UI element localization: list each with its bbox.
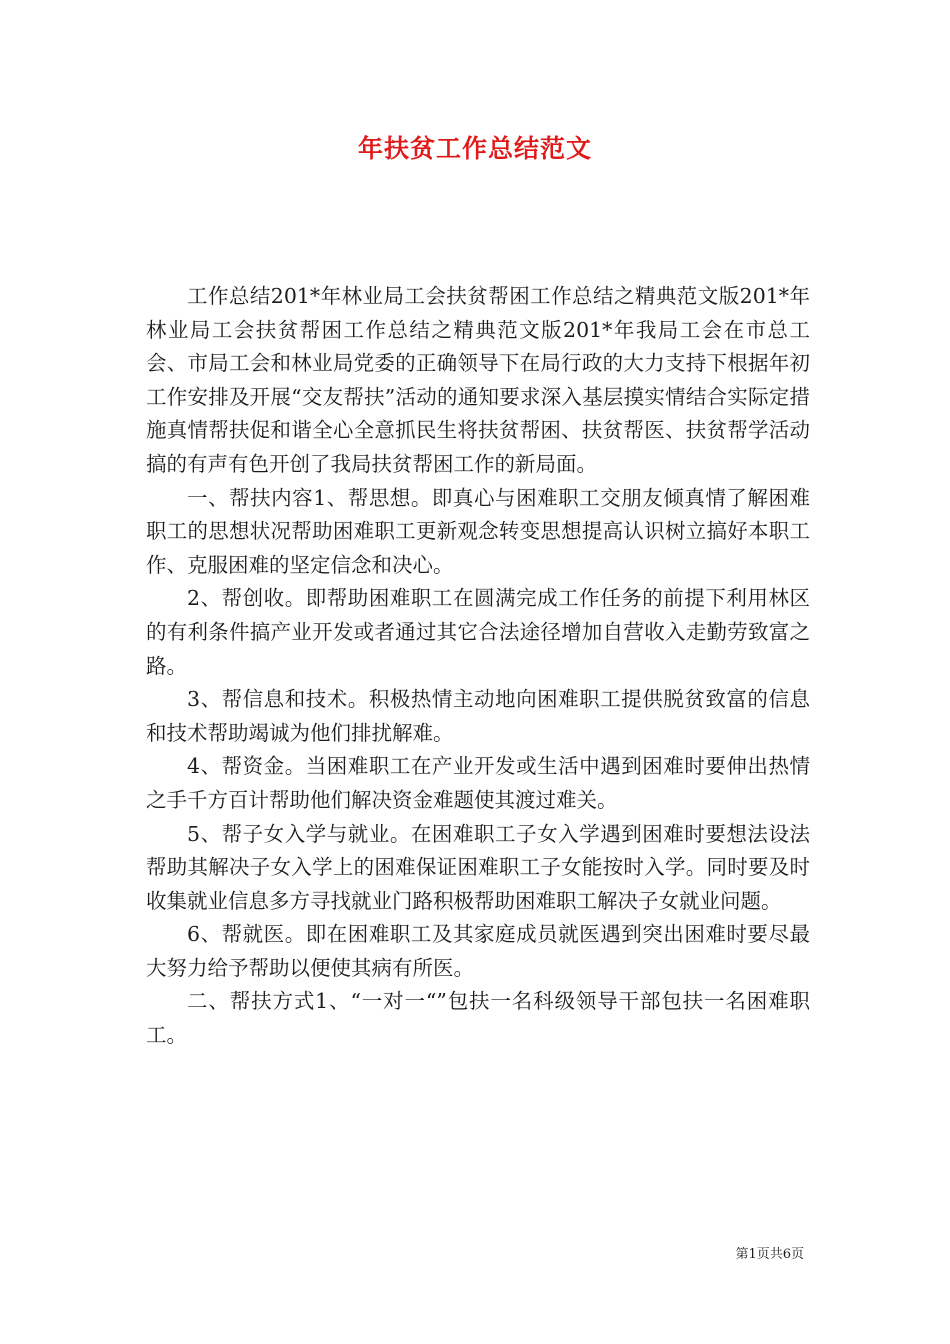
paragraph: 二、帮扶方式1、“一对一“”包扶一名科级领导干部包扶一名困难职工。 (146, 989, 810, 1048)
paragraph: 5、帮子女入学与就业。在困难职工子女入学遇到困难时要想法设法帮助其解决子女入学上的困难保证困难职工子女能按时入学。同时要及时收集就业信息多方寻找就业门路积极帮助困难职工解决子女就业问题。 (146, 821, 810, 913)
paragraph: 6、帮就医。即在困难职工及其家庭成员就医遇到突出困难时要尽最大努力给予帮助以便使其病有所医。 (146, 922, 810, 980)
paragraph: 工作总结201*年林业局工会扶贫帮困工作总结之精典范文版201*年林业局工会扶贫帮困工作总结之精典范文版201*年我局工会在市总工会、市局工会和林业局党委的正确领导下在局行政的大力支持下根据年初工作安排及开展“交友帮扶”活动的通知要求深入基层摸实情结合实际定措施真情帮扶促和谐全心全意抓民生将扶贫帮困、扶贫帮医、扶贫帮学活动搞的有声有色开创了我局扶贫帮困工作的新局面。 (146, 284, 810, 476)
document-body (146, 280, 810, 1053)
paragraph: 3、帮信息和技术。积极热情主动地向困难职工提供脱贫致富的信息和技术帮助竭诚为他们排扰解难。 (146, 687, 810, 745)
paragraph: 2、帮创收。即帮助困难职工在圆满完成工作任务的前提下利用林区的有利条件搞产业开发或者通过其它合法途径增加自营收入走勤劳致富之路。 (146, 586, 810, 678)
page-number: 第1页共6页 (735, 1247, 804, 1262)
paragraph: 4、帮资金。当困难职工在产业开发或生活中遇到困难时要伸出热情之手千方百计帮助他们解决资金难题使其渡过难关。 (146, 754, 810, 812)
paragraph: 一、帮扶内容1、帮思想。即真心与困难职工交朋友倾真情了解困难职工的思想状况帮助困难职工更新观念转变思想提高认识树立搞好本职工作、克服困难的坚定信念和决心。 (146, 485, 810, 577)
document-title: 年扶贫工作总结范文 (357, 134, 592, 163)
